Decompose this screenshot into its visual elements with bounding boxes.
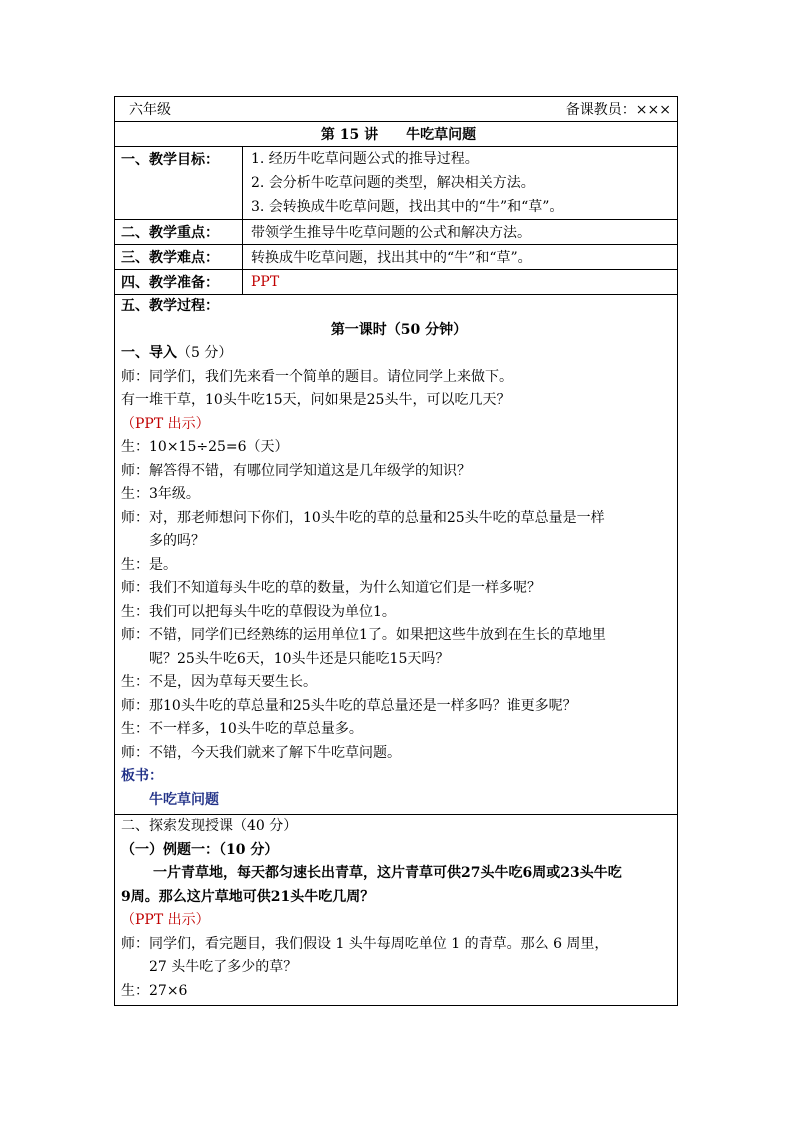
goals-list (243, 147, 678, 220)
period-heading: 第一课时（50 分钟） (330, 321, 468, 338)
dialogue-line-cont: 呢？25头牛吃6天，10头牛还是只能吃15天吗？ (149, 650, 450, 667)
ppt-note: （PPT 出示） (121, 912, 210, 928)
intro-time: （5 分） (177, 345, 233, 361)
dialogue-line: 生：我们可以把每头牛吃的草假设为单位1。 (121, 603, 396, 620)
dialogue-line: 有一堆干草，10头牛吃15天，问如果是25头牛，可以吃几天？ (121, 392, 511, 408)
example-heading: （一）例题一：（10 分） (121, 841, 279, 858)
dialogue-line: 师：不错，今天我们就来了解下牛吃草问题。 (121, 744, 401, 761)
lesson-title (115, 122, 678, 147)
dialogue-line: 生：不是，因为草每天要生长。 (121, 674, 317, 690)
dialogue-line: 生：是。 (121, 556, 177, 573)
difficulty-label: 三、教学难点： (115, 245, 243, 270)
title-row (115, 122, 678, 147)
intro-heading-line (121, 342, 677, 366)
dialogue-line: 师：不错，同学们已经熟练的运用单位1了。如果把这些牛放到在生长的草地里 (121, 627, 606, 643)
dialogue-line: 生：10×15÷25=6（天） (121, 439, 289, 455)
explore-row (115, 815, 678, 1006)
goal-item: 3. 会转换成牛吃草问题，找出其中的“牛”和“草”。 (251, 199, 564, 215)
board-content: 牛吃草问题 (149, 791, 219, 808)
key-point-row (115, 220, 678, 245)
dialogue-line: 师：同学们，看完题目，我们假设 1 头牛每周吃单位 1 的青草。那么 6 周里， (121, 935, 609, 952)
board-label: 板书： (121, 768, 163, 784)
dialogue-line: 师：解答得不错，有哪位同学知道这是几年级学的知识？ (121, 462, 471, 479)
preparation-label: 四、教学准备： (115, 270, 243, 295)
explore-heading: 二、探索发现授课（40 分） (121, 818, 298, 834)
lesson-plan-page (114, 96, 677, 1006)
difficulty-row (115, 245, 678, 270)
preparation-value: PPT (243, 270, 678, 295)
difficulty-value: 转换成牛吃草问题，找出其中的“牛”和“草”。 (243, 245, 678, 270)
grade-label: 六年级 (115, 97, 243, 122)
dialogue-line: 师：我们不知道每头牛吃的草的数量，为什么知道它们是一样多呢？ (121, 580, 541, 596)
goals-row (115, 147, 678, 220)
dialogue-line: 生：3年级。 (121, 486, 200, 502)
goal-item: 1. 经历牛吃草问题公式的推导过程。 (251, 151, 479, 167)
process-row (115, 295, 678, 815)
ppt-note: （PPT 出示） (121, 415, 210, 432)
problem-text: 一片青草地，每天都匀速长出青草，这片青草可供27头牛吃6周或23头牛吃 (153, 865, 622, 881)
period-title (121, 319, 677, 343)
header-row (115, 97, 678, 122)
dialogue-line-cont: 27 头牛吃了多少的草？ (149, 959, 298, 975)
preparation-row (115, 270, 678, 295)
goals-label: 一、教学目标： (115, 147, 243, 220)
lesson-number: 第 15 讲 (320, 127, 379, 143)
lesson-topic: 牛吃草问题 (406, 127, 477, 143)
explore-section (115, 815, 678, 1006)
goal-item: 2. 会分析牛吃草问题的类型，解决相关方法。 (251, 175, 535, 191)
problem-text-cont: 9周。那么这片草地可供21头牛吃几周？ (121, 888, 375, 905)
key-point-value: 带领学生推导牛吃草问题的公式和解决方法。 (243, 220, 678, 245)
dialogue-line: 生：不一样多，10头牛吃的草总量多。 (121, 721, 363, 737)
dialogue-line: 师：对，那老师想问下你们，10头牛吃的草的总量和25头牛吃的草总量是一样 (121, 509, 605, 526)
key-point-label: 二、教学重点： (115, 220, 243, 245)
teacher-label: 备课教员：××× (243, 97, 678, 122)
dialogue-line-cont: 多的吗？ (149, 533, 205, 549)
lesson-plan-table (114, 96, 678, 1006)
dialogue-line: 生：27×6 (121, 982, 188, 999)
dialogue-line: 师：那10头牛吃的草总量和25头牛吃的草总量还是一样多吗？谁更多呢？ (121, 697, 577, 714)
process-section (115, 295, 678, 815)
dialogue-line: 师：同学们，我们先来看一个简单的题目。请位同学上来做下。 (121, 368, 513, 385)
intro-heading: 一、导入 (121, 345, 177, 361)
process-label: 五、教学过程： (121, 298, 219, 314)
